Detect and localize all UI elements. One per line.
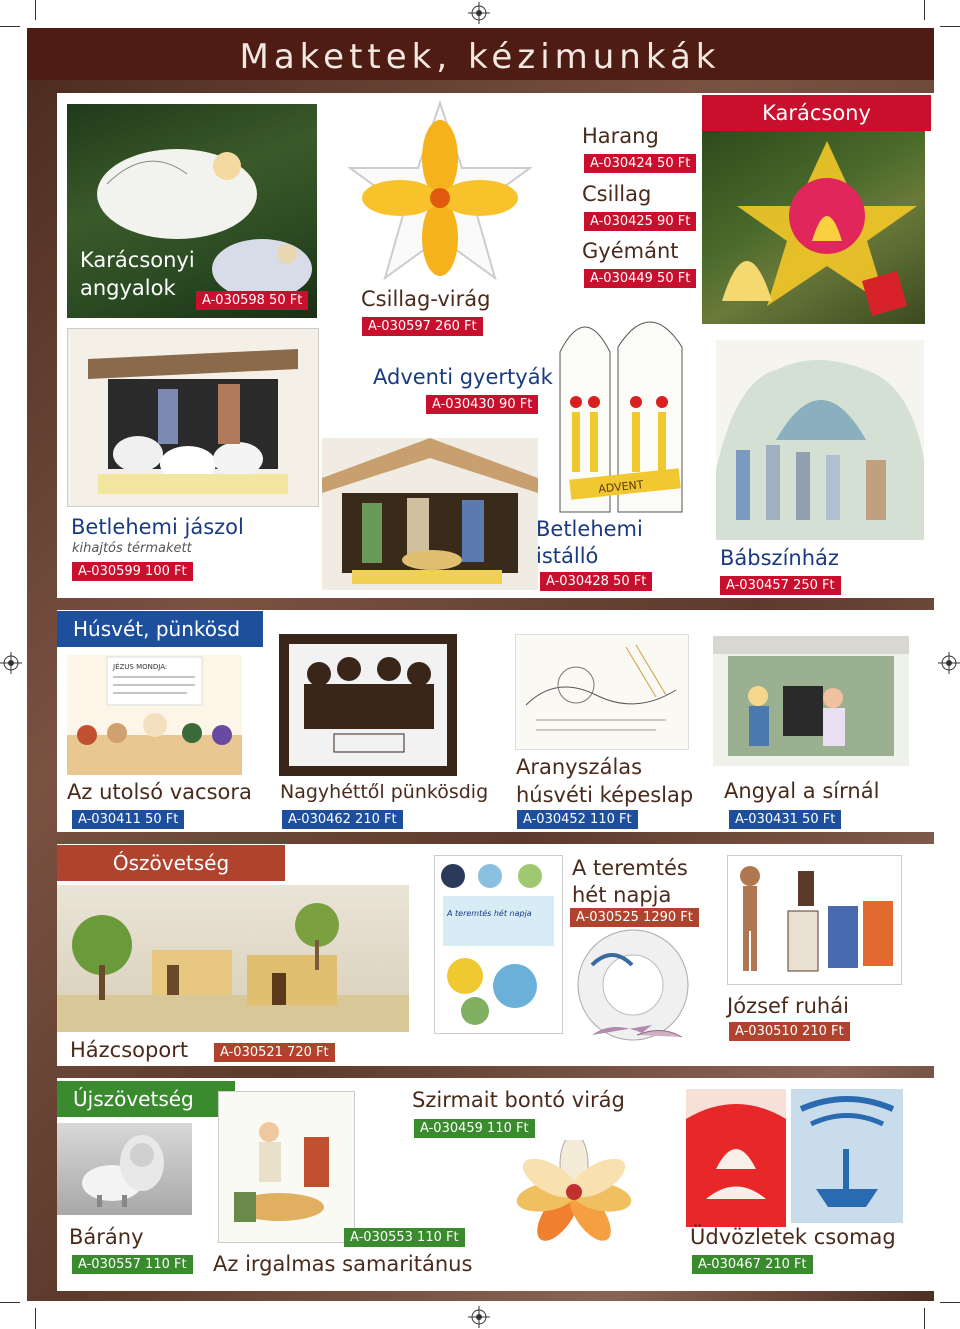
nagyhet-photo (279, 634, 457, 776)
gyemant-name: Gyémánt (582, 239, 679, 263)
szirmait-name: Szirmait bontó virág (412, 1088, 625, 1112)
paper-doll-icon (728, 856, 901, 984)
hazcsoport-code: A-030521 720 Ft (214, 1043, 335, 1062)
popup-card-ship-icon (791, 1089, 903, 1223)
csillag-code: A-030425 90 Ft (584, 212, 696, 231)
babszinhaz-name: Bábszínház (720, 546, 839, 570)
registration-mark-icon (468, 1306, 490, 1328)
udvozletek-card2 (791, 1089, 903, 1223)
popup-card-icon (686, 1089, 786, 1227)
section-ujszovetseg: Újszövetség (57, 1081, 235, 1117)
istallo-name-line2: istálló (536, 544, 599, 568)
barany-photo (57, 1123, 192, 1215)
vacsora-code: A-030411 50 Ft (72, 810, 184, 829)
aranyszalas-name-line2: húsvéti képeslap (516, 783, 694, 807)
ornaments-photo (702, 131, 925, 324)
gyertyak-name: Adventi gyertyák (373, 365, 553, 389)
jozsef-code: A-030510 210 Ft (729, 1022, 850, 1041)
babszinhaz-photo (716, 340, 924, 540)
jozsef-name: József ruhái (727, 994, 849, 1018)
creation-book-icon (435, 856, 562, 1033)
istallo-name (536, 516, 643, 570)
teremtes-cover-photo (434, 855, 563, 1034)
crop-mark (0, 1302, 20, 1303)
registration-mark-icon (468, 2, 490, 24)
samaritanus-photo (218, 1091, 355, 1243)
lamb-icon (57, 1123, 192, 1215)
creation-wheel-icon (572, 925, 694, 1055)
crop-mark (924, 0, 925, 20)
silhouette-cutout-icon (279, 634, 457, 776)
manger-scene-icon (68, 329, 318, 506)
registration-mark-icon (0, 652, 22, 674)
stable-scene-icon (322, 438, 538, 590)
sketch-card-icon (516, 635, 688, 749)
harang-code: A-030424 50 Ft (584, 154, 696, 173)
nagyhet-code: A-030462 210 Ft (282, 810, 403, 829)
jaszol-sub: kihajtós térmakett (72, 541, 192, 556)
harang-name: Harang (582, 124, 659, 148)
page-title: Makettek, kézimunkák (239, 37, 721, 77)
teremtes-cover-title: A teremtés hét napja (447, 909, 532, 918)
section-husvet: Húsvét, pünkösd (57, 611, 263, 647)
angyalok-name-line2: angyalok (80, 276, 176, 300)
teremtes-code: A-030525 1290 Ft (570, 908, 699, 927)
ornaments-icon (702, 131, 925, 324)
gyemant-code: A-030449 50 Ft (584, 269, 696, 288)
crop-mark (940, 26, 960, 27)
samaritan-book-icon (219, 1092, 354, 1242)
jozsef-photo (727, 855, 902, 985)
csillagvirag-code: A-030597 260 Ft (362, 317, 483, 336)
barany-code: A-030557 110 Ft (72, 1255, 193, 1274)
advent-label: ADVENT (597, 478, 645, 496)
aranyszalas-code: A-030452 110 Ft (517, 810, 638, 829)
crop-mark (940, 1302, 960, 1303)
advent-candles-icon (550, 302, 705, 514)
angyalok-code: A-030598 50 Ft (196, 291, 308, 310)
gyertyak-code: A-030430 90 Ft (426, 395, 538, 414)
aranyszalas-photo (515, 634, 689, 750)
house-group-icon (57, 885, 409, 1032)
angyal-code: A-030431 50 Ft (729, 810, 841, 829)
aranyszalas-name (516, 753, 693, 809)
crop-mark (924, 1308, 925, 1329)
teremtes-name (572, 855, 688, 909)
udvozletek-card1 (686, 1089, 786, 1227)
angyalok-name-line1: Karácsonyi (80, 248, 195, 272)
crop-mark (35, 0, 36, 20)
babszinhaz-code: A-030457 250 Ft (720, 576, 841, 595)
aranyszalas-name-line1: Aranyszálas (516, 755, 643, 779)
angyal-name: Angyal a sírnál (724, 779, 880, 803)
puppet-theatre-icon (716, 340, 924, 540)
crop-mark (35, 1308, 36, 1329)
csillag-name: Csillag (582, 182, 652, 206)
hazcsoport-photo (57, 885, 409, 1032)
tomb-angel-icon (713, 636, 909, 766)
petal-flower-icon (484, 1140, 664, 1280)
section-oszovetseg: Ószövetség (57, 845, 285, 881)
jaszol-code: A-030599 100 Ft (72, 562, 193, 581)
angyal-photo (713, 636, 909, 766)
vacsora-card-text: JÉZUS MONDJA: (113, 663, 168, 671)
szirmait-code: A-030459 110 Ft (414, 1119, 535, 1138)
samaritanus-name: Az irgalmas samaritánus (213, 1252, 473, 1276)
teremtes-name-line1: A teremtés (572, 856, 688, 880)
samaritanus-code: A-030553 110 Ft (344, 1228, 465, 1247)
udvozletek-code: A-030467 210 Ft (692, 1255, 813, 1274)
istallo-code: A-030428 50 Ft (540, 572, 652, 591)
csillagvirag-name: Csillag-virág (361, 287, 491, 311)
angyalok-name (80, 246, 195, 302)
star-flower-icon (340, 98, 550, 298)
teremtes-name-line2: hét napja (572, 883, 672, 907)
istallo-photo (322, 438, 538, 590)
hazcsoport-name: Házcsoport (70, 1038, 189, 1062)
crop-mark (0, 26, 20, 27)
registration-mark-icon (938, 652, 960, 674)
jaszol-name: Betlehemi jászol (71, 515, 244, 539)
nagyhet-name: Nagyhéttől pünkösdig (280, 781, 489, 803)
section-karacsony: Karácsony (702, 95, 931, 131)
barany-name: Bárány (69, 1225, 144, 1249)
vacsora-photo (67, 655, 242, 775)
vacsora-name: Az utolsó vacsora (67, 780, 252, 804)
udvozletek-name: Üdvözletek csomag (690, 1225, 896, 1249)
istallo-name-line1: Betlehemi (536, 517, 643, 541)
jaszol-photo (67, 328, 319, 507)
last-supper-icon (67, 655, 242, 775)
